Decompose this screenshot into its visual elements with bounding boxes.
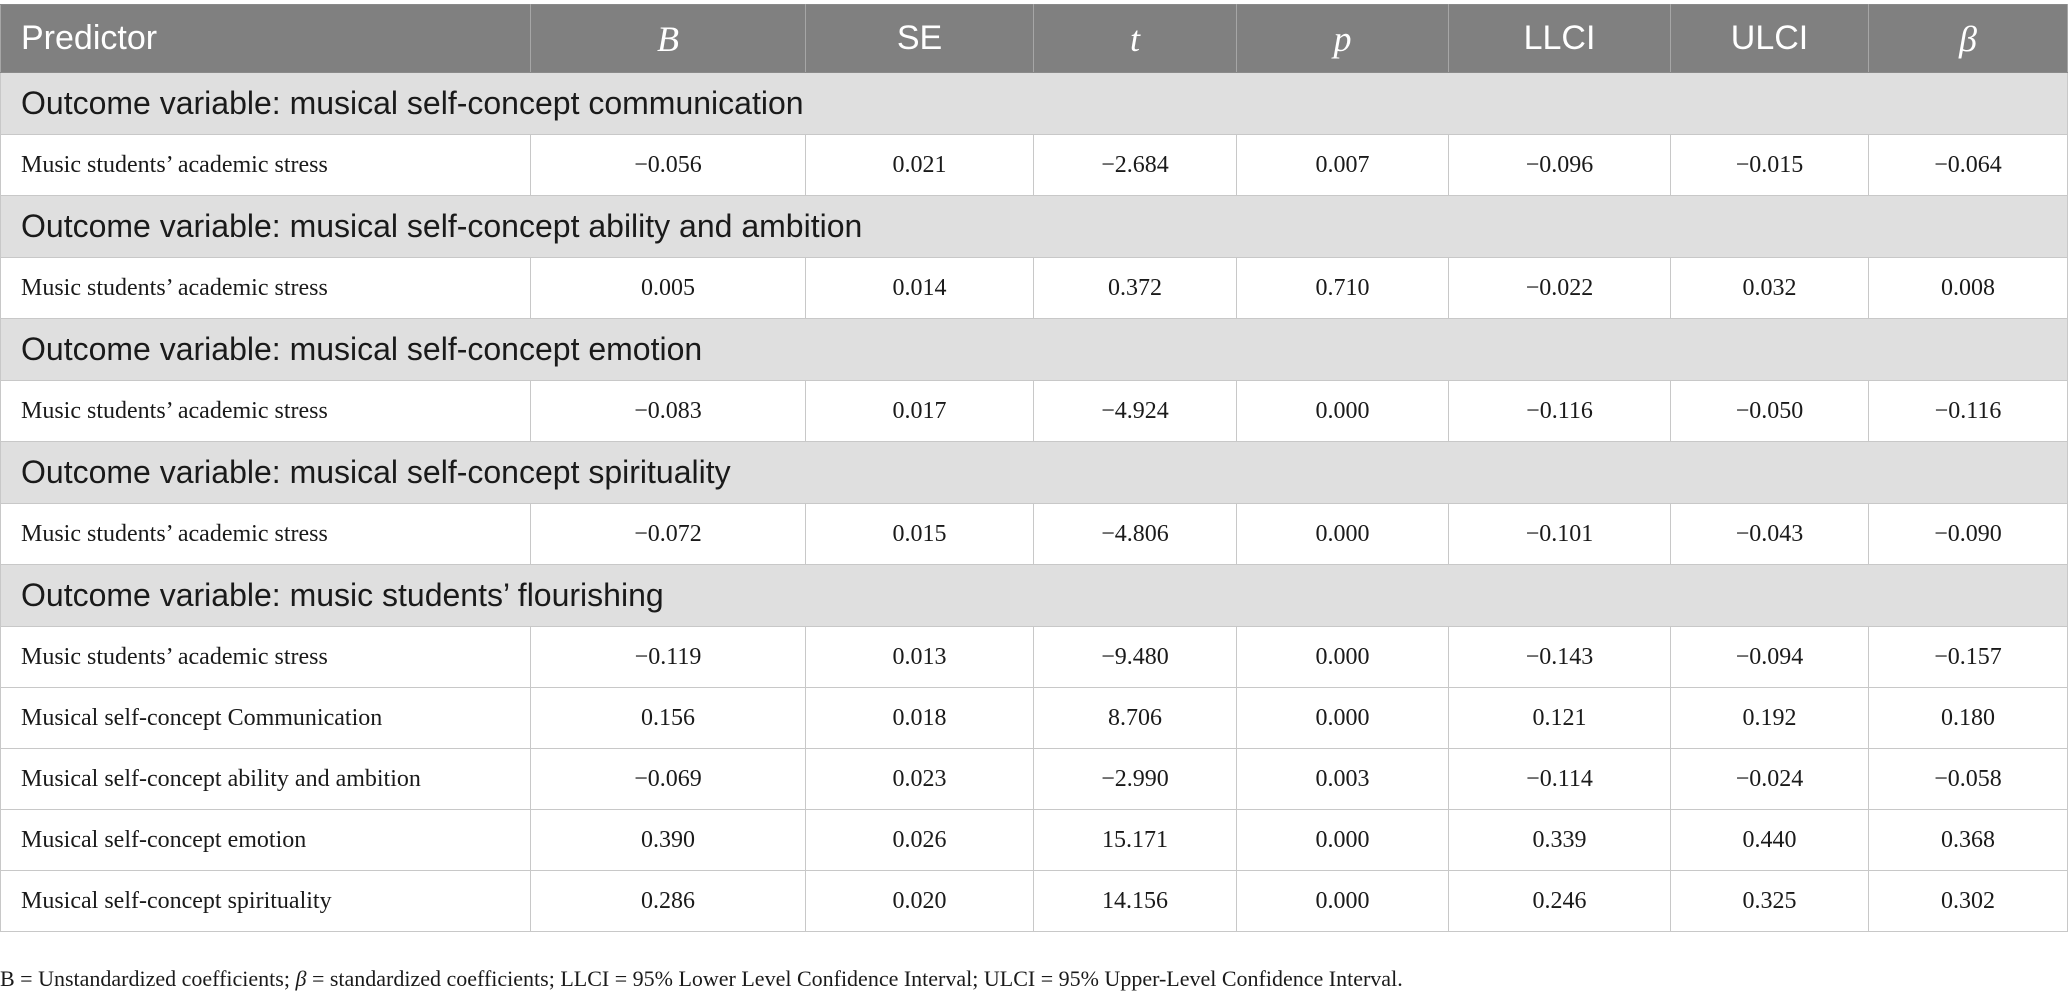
se-cell: 0.015: [806, 504, 1034, 565]
table-row: [1, 135, 2068, 196]
outcome-variable-label: Outcome variable: musical self-concept emotion: [1, 319, 2068, 381]
se-cell: 0.026: [806, 810, 1034, 871]
beta-cell: 0.302: [1869, 871, 2068, 932]
table-row: [1, 688, 2068, 749]
regression-table-container: [0, 4, 2068, 932]
se-cell: 0.014: [806, 258, 1034, 319]
predictor-cell: Music students’ academic stress: [1, 381, 531, 442]
p-cell: 0.003: [1237, 749, 1449, 810]
p-cell: 0.000: [1237, 627, 1449, 688]
llci-cell: 0.246: [1449, 871, 1671, 932]
section-header-row: [1, 319, 2068, 381]
t-cell: 15.171: [1034, 810, 1237, 871]
b-cell: 0.286: [531, 871, 806, 932]
t-cell: 14.156: [1034, 871, 1237, 932]
outcome-variable-label: Outcome variable: musical self-concept spirituality: [1, 442, 2068, 504]
header-b: B: [531, 5, 806, 73]
ulci-cell: 0.325: [1671, 871, 1869, 932]
p-cell: 0.000: [1237, 381, 1449, 442]
header-t: t: [1034, 5, 1237, 73]
b-cell: 0.005: [531, 258, 806, 319]
header-ulci: ULCI: [1671, 5, 1869, 73]
section-header-row: [1, 565, 2068, 627]
llci-cell: 0.339: [1449, 810, 1671, 871]
table-row: [1, 381, 2068, 442]
b-cell: 0.156: [531, 688, 806, 749]
b-cell: −0.069: [531, 749, 806, 810]
predictor-cell: Music students’ academic stress: [1, 135, 531, 196]
predictor-cell: Music students’ academic stress: [1, 627, 531, 688]
b-cell: −0.119: [531, 627, 806, 688]
t-cell: −4.806: [1034, 504, 1237, 565]
predictor-cell: Music students’ academic stress: [1, 258, 531, 319]
se-cell: 0.021: [806, 135, 1034, 196]
b-cell: −0.083: [531, 381, 806, 442]
header-beta: β: [1869, 5, 2068, 73]
footnote-part1: B = Unstandardized coefficients;: [0, 966, 296, 991]
se-cell: 0.013: [806, 627, 1034, 688]
t-cell: −2.990: [1034, 749, 1237, 810]
se-cell: 0.018: [806, 688, 1034, 749]
table-row: [1, 810, 2068, 871]
regression-table: [0, 4, 2068, 932]
outcome-variable-label: Outcome variable: musical self-concept communication: [1, 73, 2068, 135]
llci-cell: −0.114: [1449, 749, 1671, 810]
llci-cell: −0.096: [1449, 135, 1671, 196]
llci-cell: 0.121: [1449, 688, 1671, 749]
table-row: [1, 504, 2068, 565]
b-cell: 0.390: [531, 810, 806, 871]
ulci-cell: 0.192: [1671, 688, 1869, 749]
footnote-part2: = standardized coefficients; LLCI = 95% Lower Level Confidence Interval; ULCI = 95% Upper-Level Confidence Interval.: [306, 966, 1403, 991]
header-p: p: [1237, 5, 1449, 73]
outcome-variable-label: Outcome variable: music students’ flourishing: [1, 565, 2068, 627]
table-body: [1, 73, 2068, 932]
se-cell: 0.020: [806, 871, 1034, 932]
p-cell: 0.007: [1237, 135, 1449, 196]
section-header-row: [1, 196, 2068, 258]
p-cell: 0.000: [1237, 688, 1449, 749]
outcome-variable-label: Outcome variable: musical self-concept ability and ambition: [1, 196, 2068, 258]
beta-cell: 0.368: [1869, 810, 2068, 871]
predictor-cell: Musical self-concept Communication: [1, 688, 531, 749]
predictor-cell: Musical self-concept spirituality: [1, 871, 531, 932]
ulci-cell: −0.094: [1671, 627, 1869, 688]
table-header-row: [1, 5, 2068, 73]
footnote-beta-symbol: β: [295, 966, 307, 991]
p-cell: 0.000: [1237, 871, 1449, 932]
llci-cell: −0.116: [1449, 381, 1671, 442]
llci-cell: −0.143: [1449, 627, 1671, 688]
beta-cell: 0.008: [1869, 258, 2068, 319]
ulci-cell: 0.032: [1671, 258, 1869, 319]
t-cell: −4.924: [1034, 381, 1237, 442]
ulci-cell: −0.015: [1671, 135, 1869, 196]
table-footnote: [0, 966, 1403, 992]
table-row: [1, 258, 2068, 319]
llci-cell: −0.101: [1449, 504, 1671, 565]
predictor-cell: Musical self-concept ability and ambition: [1, 749, 531, 810]
predictor-cell: Music students’ academic stress: [1, 504, 531, 565]
beta-cell: −0.058: [1869, 749, 2068, 810]
llci-cell: −0.022: [1449, 258, 1671, 319]
beta-cell: −0.090: [1869, 504, 2068, 565]
ulci-cell: 0.440: [1671, 810, 1869, 871]
table-row: [1, 627, 2068, 688]
ulci-cell: −0.043: [1671, 504, 1869, 565]
header-predictor: Predictor: [1, 5, 531, 73]
b-cell: −0.056: [531, 135, 806, 196]
p-cell: 0.000: [1237, 810, 1449, 871]
p-cell: 0.710: [1237, 258, 1449, 319]
t-cell: −2.684: [1034, 135, 1237, 196]
table-row: [1, 871, 2068, 932]
beta-cell: −0.116: [1869, 381, 2068, 442]
t-cell: 0.372: [1034, 258, 1237, 319]
se-cell: 0.023: [806, 749, 1034, 810]
section-header-row: [1, 73, 2068, 135]
ulci-cell: −0.024: [1671, 749, 1869, 810]
header-llci: LLCI: [1449, 5, 1671, 73]
beta-cell: −0.157: [1869, 627, 2068, 688]
header-se: SE: [806, 5, 1034, 73]
b-cell: −0.072: [531, 504, 806, 565]
t-cell: 8.706: [1034, 688, 1237, 749]
section-header-row: [1, 442, 2068, 504]
p-cell: 0.000: [1237, 504, 1449, 565]
predictor-cell: Musical self-concept emotion: [1, 810, 531, 871]
beta-cell: −0.064: [1869, 135, 2068, 196]
t-cell: −9.480: [1034, 627, 1237, 688]
beta-cell: 0.180: [1869, 688, 2068, 749]
se-cell: 0.017: [806, 381, 1034, 442]
ulci-cell: −0.050: [1671, 381, 1869, 442]
table-row: [1, 749, 2068, 810]
